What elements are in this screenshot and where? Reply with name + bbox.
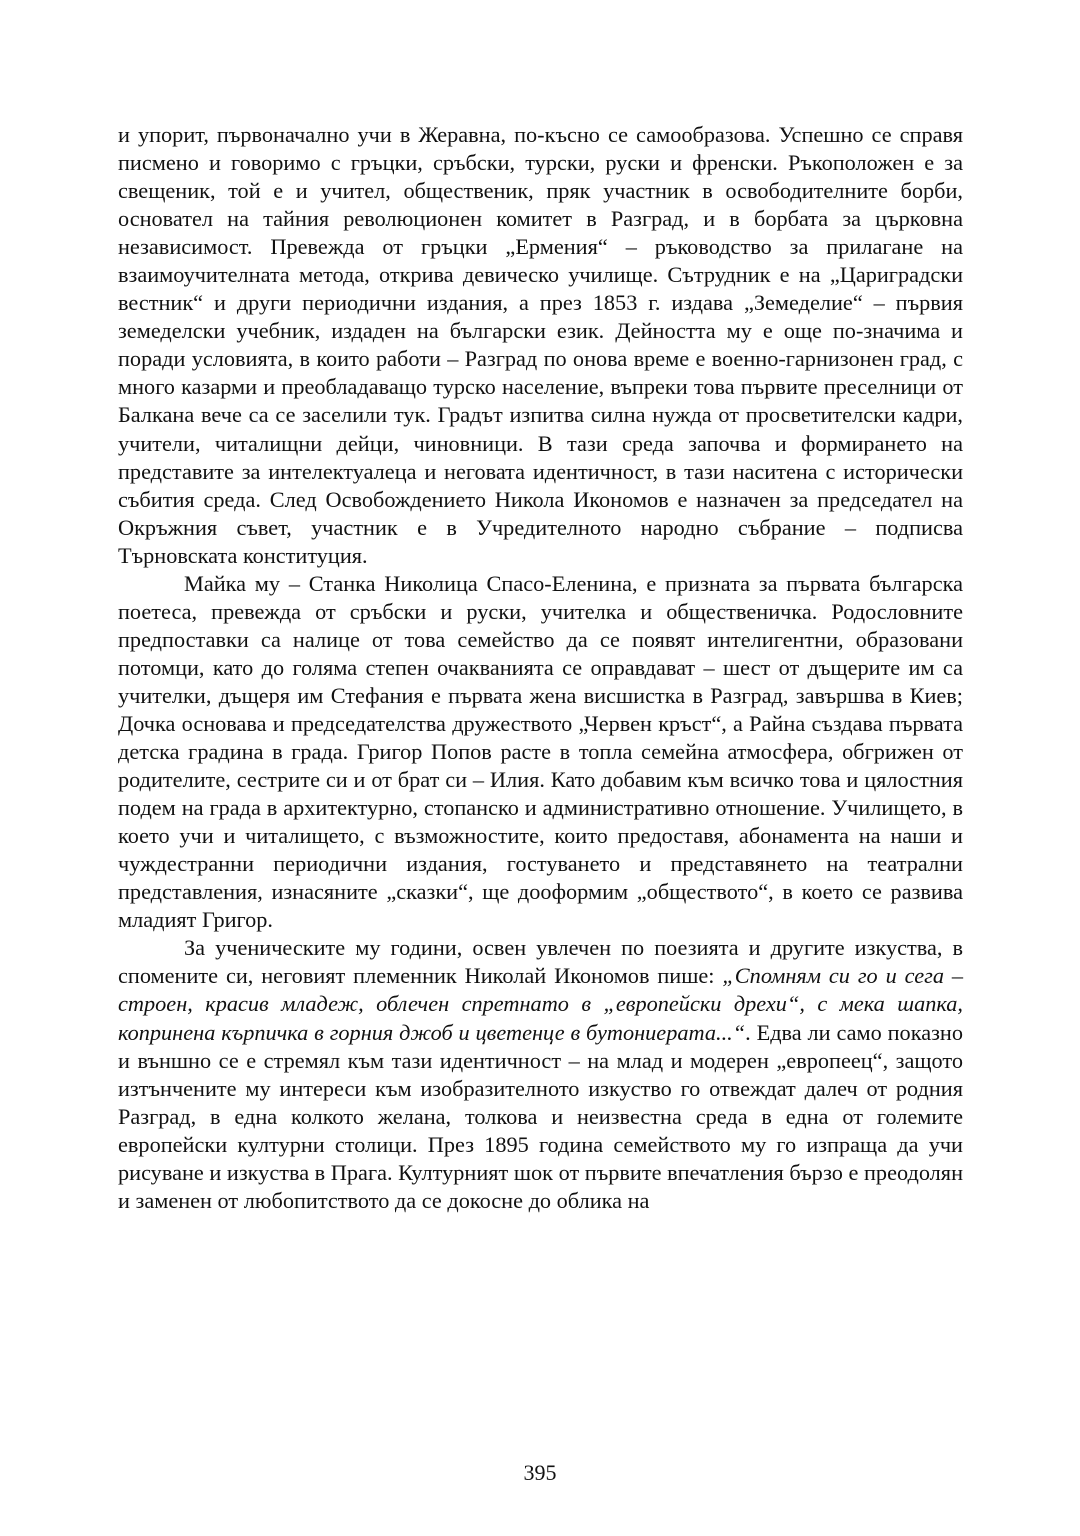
- paragraph-3: [118, 934, 963, 1214]
- body-text: [118, 121, 963, 1215]
- paragraph-2: Майка му – Станка Николица Спасо-Еленина, е призната за първата българска поетеса, превежда от сръбски и руски, учителка и общественичка. Родословните предпоставки са налице от това семейство да се появят интелигентни, образовани потомци, като до голяма степен очакванията се оправдават – шест от дъщерите им са учителки, дъщеря им Стефания е първата жена висшистка в Разград, завършва в Киев; Дочка основава и председателства дружеството „Червен кръст“, а Райна създава първата детска градина в града. Григор Попов расте в топла семейна атмосфера, обгрижен от родителите, сестрите си и от брат си – Илия. Като добавим към всичко това и цялостния подем на града в архитектурно, стопанско и административно отношение. Училището, в което учи и читалището, с възможностите, които предоставя, абонамента на наши и чуждестранни периодични издания, гостуването и представянето на театрални представления, изнасяните „сказки“, ще дооформим „обществото“, в което се развива младият Григор.: [118, 570, 963, 933]
- paragraph-1: и упорит, първоначално учи в Жеравна, по-късно се самообразова. Успешно се справя писмено и говоримо с гръцки, сръбски, турски, руски и френски. Ръкоположен е за свещеник, той е и учител, общественик, пряк участник в освободителните борби, основател на тайния революционен комитет в Разград, и в борбата за църковна независимост. Превежда от гръцки „Ермения“ – ръководство за прилагане на взаимоучителната метода, открива девическо училище. Сътрудник е на „Цариградски вестник“ и други периодични издания, а през 1853 г. издава „Земеделие“ – първия земеделски учебник, издаден на български език. Дейността му е още по-значима и поради условията, в които работи – Разград по онова време е военно-гарнизонен град, с много казарми и преобладаващо турско население, въпреки това първите преселници от Балкана вече са се заселили тук. Градът изпитва силна нужда от просветителски кадри, учители, читалищни дейци, чиновници. В тази среда започва и формирането на представите за интелектуалеца и неговата идентичност, в тази наситена с исторически събития среда. След Освобождението Никола Икономов е назначен за председател на Окръжния съвет, участник е в Учредителното народно събрание – подписва Търновската конституция.: [118, 122, 963, 568]
- paragraph-3-intro: За ученическите му години, освен увлечен по поезията и другите изкуства, в спомените си, неговият племенник Николай Икономов пише:: [118, 935, 963, 989]
- page-number: 395: [523, 1460, 557, 1485]
- memoir-quote: „Спомням си го и сега – строен, красив младеж, облечен спретнато в „европейски дрехи“, с мека шапка, копринена кърпичка в горния джоб и цветенце в бутониерата...“: [118, 963, 964, 1045]
- paragraph-3-continuation: . Едва ли само показно и външно се е стремял към тази идентичност – на млад и модерен „европеец“, защото изтънчените му интереси към изобразителното изкуство го отвеждат далеч от родния Разград, в една колкото желана, толкова и неизвестна среда в една от големите европейски културни столици. През 1895 година семейството му го изпраща да учи рисуване и изкуства в Прага. Културният шок от първите впечатления бързо е преодолян и заменен от любопитството да се докосне до облика на: [118, 1019, 963, 1213]
